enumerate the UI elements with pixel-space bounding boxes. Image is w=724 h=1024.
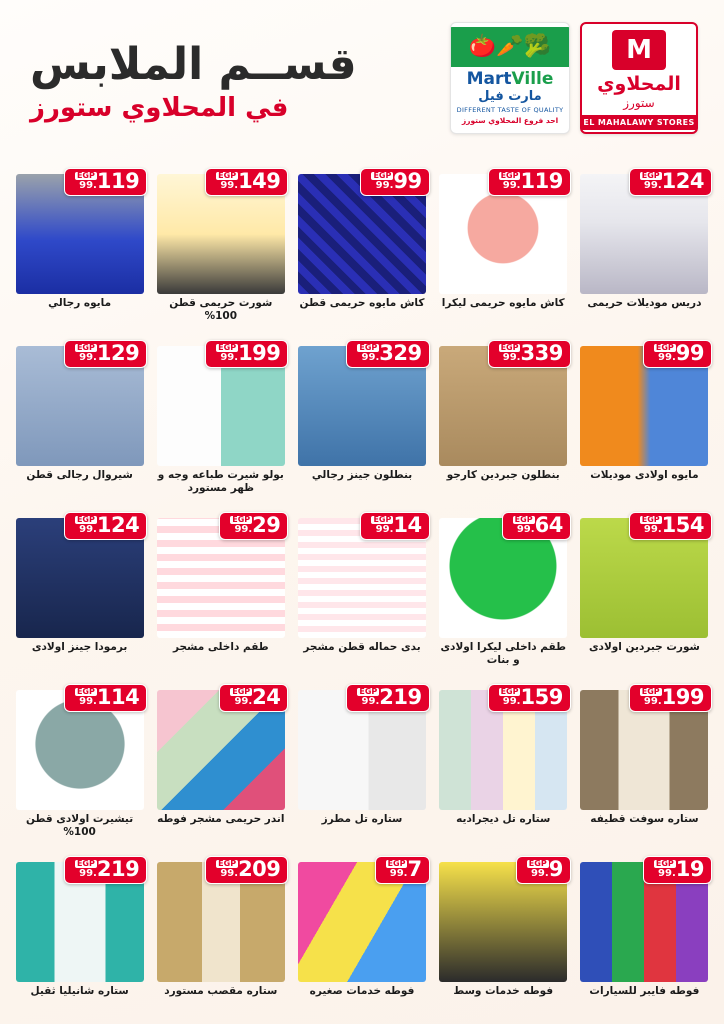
- price-tag: [346, 340, 429, 368]
- price-tag: [205, 340, 288, 368]
- currency-label: EGP: [76, 859, 95, 868]
- mahalawy-m-icon: M: [612, 30, 666, 70]
- price-decimal: .99: [530, 868, 549, 879]
- price-decimal: .99: [658, 352, 676, 363]
- currency-label: EGP: [76, 343, 95, 352]
- product-name: فوطه خدمات وسط: [453, 985, 554, 997]
- price-tag: [360, 168, 429, 196]
- product-cell[interactable]: [151, 512, 290, 680]
- currency-label: EGP: [76, 515, 95, 524]
- product-cell[interactable]: [434, 512, 573, 680]
- price-decimal: .99: [79, 352, 97, 363]
- price-decimal: .99: [220, 180, 239, 191]
- price-decimal: .99: [516, 524, 535, 535]
- currency-label: EGP: [373, 171, 392, 180]
- price-amount: 329: [379, 341, 422, 365]
- product-name: طقم داخلى ليكرا اولادى و بنات: [440, 641, 566, 667]
- product-name: مايوه اولادى موديلات: [590, 469, 699, 481]
- price-decimal: .99: [361, 696, 380, 707]
- product-name: فوطه فايبر للسيارات: [589, 985, 700, 997]
- price-amount: 124: [96, 513, 140, 537]
- currency-label: EGP: [641, 515, 660, 524]
- flyer-header: [0, 0, 724, 168]
- mahalawy-english-name: EL MAHALAWY STORES: [582, 115, 696, 130]
- price-decimal: .99: [220, 868, 239, 879]
- currency-label: EGP: [359, 343, 378, 352]
- mahalawy-arabic-name: المحلاوي: [597, 73, 681, 95]
- currency-label: EGP: [218, 171, 237, 180]
- currency-label: EGP: [641, 171, 660, 180]
- price-amount: 199: [661, 685, 704, 709]
- product-cell[interactable]: [292, 340, 431, 508]
- price-amount: 114: [96, 685, 140, 709]
- product-cell[interactable]: [575, 340, 714, 508]
- price-decimal: .99: [79, 524, 97, 535]
- price-amount: 19: [675, 857, 704, 881]
- product-cell[interactable]: [575, 168, 714, 336]
- price-decimal: .99: [234, 524, 253, 535]
- price-decimal: .99: [389, 868, 408, 879]
- product-name: شيروال رجالى قطن: [26, 469, 133, 481]
- product-name: ستاره شانيليا ثقيل: [30, 985, 129, 997]
- mahalawy-arabic-sub: ستورز: [623, 96, 655, 110]
- vegetables-icon: 🥦🥕🍅: [468, 34, 552, 59]
- product-name: بدى حماله قطن مشجر: [303, 641, 421, 653]
- product-cell[interactable]: [10, 684, 149, 852]
- price-amount: 119: [520, 169, 563, 193]
- price-tag: [488, 340, 571, 368]
- currency-label: EGP: [655, 343, 674, 352]
- price-amount: 29: [252, 513, 281, 537]
- product-name: بولو شيرت طباعه وجه و ظهر مستورد: [157, 469, 284, 495]
- product-cell[interactable]: [151, 340, 290, 508]
- currency-label: EGP: [232, 515, 251, 524]
- price-tag: [502, 512, 571, 540]
- price-tag: [64, 340, 147, 368]
- currency-label: EGP: [218, 859, 237, 868]
- price-amount: 339: [520, 341, 563, 365]
- product-name: بنطلون جبردين كارجو: [446, 469, 560, 481]
- price-amount: 24: [252, 685, 281, 709]
- product-cell[interactable]: [292, 856, 431, 1024]
- product-cell[interactable]: [575, 512, 714, 680]
- product-name: فوطه خدمات صغيره: [309, 985, 415, 997]
- price-amount: 219: [96, 857, 140, 881]
- price-tag: [360, 512, 429, 540]
- price-decimal: .99: [375, 524, 394, 535]
- price-amount: 14: [393, 513, 422, 537]
- martville-subtitle: احد فروع المحلاوي ستورز: [461, 116, 559, 125]
- product-cell[interactable]: [434, 856, 573, 1024]
- currency-label: EGP: [359, 687, 378, 696]
- product-grid: [0, 168, 724, 1024]
- product-name: برمودا جينز اولادى: [31, 641, 128, 653]
- product-cell[interactable]: [292, 512, 431, 680]
- price-tag: [488, 684, 571, 712]
- price-decimal: .99: [643, 180, 662, 191]
- product-cell[interactable]: [434, 684, 573, 852]
- price-tag: [488, 168, 571, 196]
- price-amount: 124: [661, 169, 704, 193]
- price-tag: [643, 856, 712, 884]
- price-amount: 64: [534, 513, 563, 537]
- page-title: قســم الملابس: [30, 39, 357, 90]
- price-tag: [346, 684, 429, 712]
- price-amount: 99: [393, 169, 422, 193]
- price-decimal: .99: [220, 352, 239, 363]
- price-tag: [64, 512, 147, 540]
- martville-tagline: DIFFERENT TASTE OF QUALITY: [456, 106, 564, 114]
- currency-label: EGP: [641, 687, 660, 696]
- price-decimal: .99: [643, 696, 662, 707]
- price-amount: 219: [379, 685, 422, 709]
- product-name: دريس موديلات حريمى: [587, 297, 702, 309]
- product-cell[interactable]: [575, 684, 714, 852]
- product-cell[interactable]: [151, 856, 290, 1024]
- currency-label: EGP: [76, 171, 95, 180]
- currency-label: EGP: [76, 687, 95, 696]
- martville-arabic-name: مارت فيل: [478, 89, 542, 104]
- currency-label: EGP: [232, 687, 251, 696]
- price-tag: [516, 856, 571, 884]
- price-decimal: .99: [502, 352, 521, 363]
- price-tag: [629, 684, 712, 712]
- currency-label: EGP: [500, 343, 519, 352]
- price-decimal: .99: [643, 524, 662, 535]
- page-subtitle: في المحلاوي ستورز: [30, 93, 289, 124]
- product-cell[interactable]: [434, 168, 573, 336]
- currency-label: EGP: [500, 687, 519, 696]
- price-decimal: .99: [79, 180, 97, 191]
- product-name: كاش مايوه حريمى ليكرا: [441, 297, 565, 309]
- product-name: تيشيرت اولادى قطن 100%: [26, 813, 134, 839]
- product-name: شورت جبردين اولادى: [588, 641, 700, 653]
- price-tag: [64, 684, 147, 712]
- price-amount: 99: [675, 341, 704, 365]
- product-cell[interactable]: [10, 856, 149, 1024]
- product-name: ستاره مقصب مستورد: [164, 985, 278, 997]
- product-cell[interactable]: [151, 168, 290, 336]
- price-tag: [205, 168, 288, 196]
- price-amount: 209: [238, 857, 281, 881]
- price-decimal: .99: [658, 868, 676, 879]
- product-name: طقم داخلى مشجر: [172, 641, 269, 653]
- price-tag: [629, 512, 712, 540]
- product-cell[interactable]: [10, 512, 149, 680]
- currency-label: EGP: [500, 171, 519, 180]
- price-decimal: .99: [361, 352, 380, 363]
- price-tag: [64, 856, 147, 884]
- price-tag: [629, 168, 712, 196]
- price-amount: 159: [520, 685, 563, 709]
- currency-label: EGP: [373, 515, 392, 524]
- martville-logo: [450, 22, 570, 134]
- product-cell[interactable]: [575, 856, 714, 1024]
- price-tag: [205, 856, 288, 884]
- price-decimal: .99: [79, 696, 97, 707]
- price-decimal: .99: [502, 696, 521, 707]
- price-decimal: .99: [502, 180, 521, 191]
- product-cell[interactable]: [292, 684, 431, 852]
- price-tag: [64, 168, 147, 196]
- product-name: ستاره تل ديجراديه: [456, 813, 551, 825]
- product-name: كاش مايوه حريمى قطن: [299, 297, 425, 309]
- product-cell[interactable]: [10, 340, 149, 508]
- product-name: اندر حريمى مشجر فوطه: [157, 813, 285, 825]
- martville-banner: [451, 27, 569, 67]
- product-cell[interactable]: [292, 168, 431, 336]
- logo-group: [450, 22, 698, 134]
- martville-name: MartVille: [466, 69, 554, 89]
- currency-label: EGP: [655, 859, 674, 868]
- price-amount: 149: [238, 169, 281, 193]
- price-tag: [219, 512, 288, 540]
- product-name: ستاره تل مطرز: [321, 813, 403, 825]
- price-decimal: .99: [79, 868, 97, 879]
- product-cell[interactable]: [434, 340, 573, 508]
- product-cell[interactable]: [151, 684, 290, 852]
- price-amount: 199: [238, 341, 281, 365]
- el-mahalawy-logo: [580, 22, 698, 134]
- price-decimal: .99: [375, 180, 394, 191]
- price-amount: 129: [96, 341, 140, 365]
- currency-label: EGP: [387, 859, 406, 868]
- product-name: شورت حريمى قطن 100%: [169, 297, 273, 323]
- price-tag: [219, 684, 288, 712]
- currency-label: EGP: [514, 515, 533, 524]
- currency-label: EGP: [528, 859, 547, 868]
- product-name: بنطلون جينز رجالي: [311, 469, 413, 481]
- currency-label: EGP: [218, 343, 237, 352]
- price-amount: 119: [96, 169, 140, 193]
- price-amount: 7: [407, 857, 422, 881]
- product-name: ستاره سوفت قطيفه: [590, 813, 699, 825]
- price-amount: 154: [661, 513, 704, 537]
- price-tag: [375, 856, 430, 884]
- price-tag: [643, 340, 712, 368]
- price-decimal: .99: [234, 696, 253, 707]
- price-amount: 9: [548, 857, 563, 881]
- product-name: مايوه رجالي: [48, 297, 112, 309]
- product-cell[interactable]: [10, 168, 149, 336]
- header-titles: [26, 22, 440, 123]
